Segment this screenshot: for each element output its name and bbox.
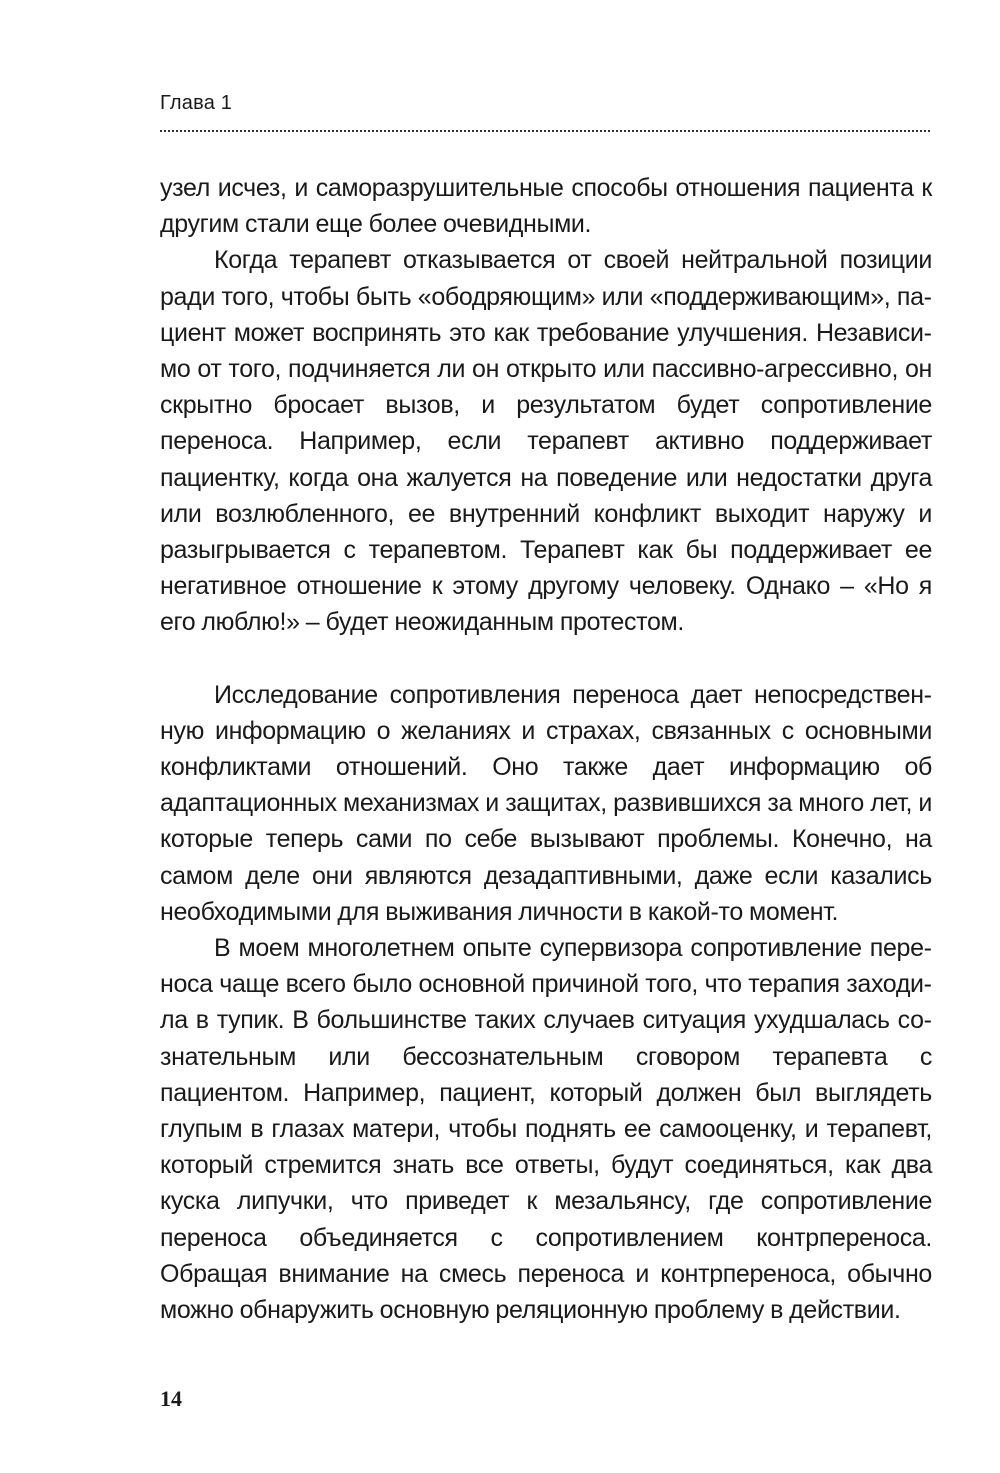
paragraph-1: узел исчез, и саморазрушительные способы отношения пациента к другим стали еще более очевидными.: [160, 174, 932, 239]
paragraph-2: Когда терапевт отказывается от своей нейтральной позиции ради того, чтобы быть «ободряющим» или «поддерживающим», пациент может воспринять это как требование улучшения. Независимо от того, подчиняется ли он открыто или пассивно-агрессивно, он скрытно бросает вызов, и результатом будет сопротивление переноса. Например, если терапевт активно поддерживает пациентку, когда она жалуется на поведение или недостатки друга или возлюбленного, ее внутренний конфликт выходит наружу и разыгрывается с терапевтом. Терапевт как бы поддерживает ее негативное отношение к этому другому человеку. Однако – «Но я его люблю!» – будет неожиданным протестом.: [160, 246, 932, 637]
page-number: 14: [160, 1386, 182, 1411]
header-rule: [160, 130, 930, 132]
body-text: [160, 170, 932, 1328]
paragraph-4: В моем многолетнем опыте супервизора сопротивление переноса чаще всего было основной причиной того, что терапия заходила в тупик. В большинстве таких случаев ситуация ухудшалась сознательным или бессознательным сговором терапевта с пациентом. Например, пациент, который должен был выглядеть глупым в глазах матери, чтобы поднять ее самооценку, и терапевт, который стремится знать все ответы, будут соединяться, как два куска липучки, что приведет к мезальянсу, где сопротивление переноса объединяется с сопротивлением контрпереноса. Обращая внимание на смесь переноса и контрпереноса, обычно можно обнаружить основную реляционную проблему в действии.: [160, 934, 932, 1325]
paragraph-3: Исследование сопротивления переноса дает непосредственную информацию о желаниях и страхах, связанных с основными конфликтами отношений. Оно также дает информацию об адаптационных механизмах и защитах, развившихся за много лет, и которые теперь сами по себе вызывают проблемы. Конечно, на самом деле они являются дезадаптивными, даже если казались необходимыми для выживания личности в какой-то момент.: [160, 680, 932, 926]
running-head: Глава 1: [160, 92, 233, 114]
